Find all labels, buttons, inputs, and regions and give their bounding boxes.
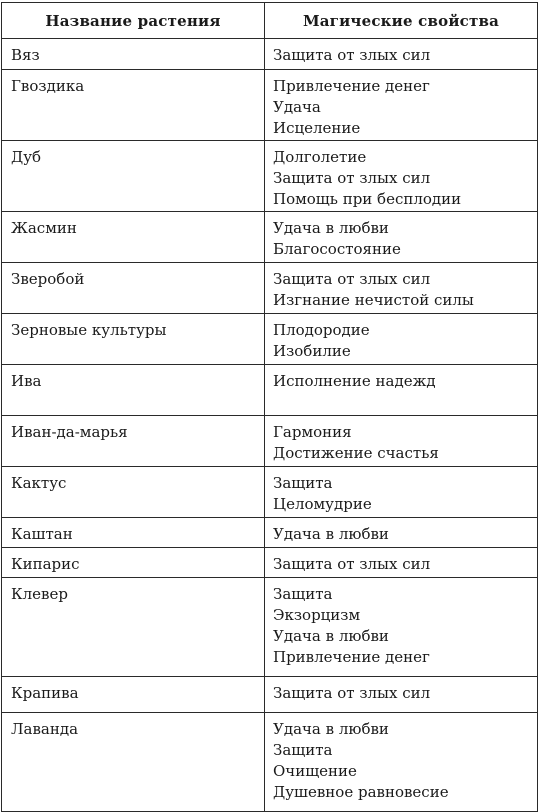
magic-property: Плодородие <box>273 321 370 339</box>
magic-properties-cell <box>265 263 538 314</box>
magic-properties-cell <box>265 212 538 263</box>
table-row <box>2 518 538 548</box>
magic-property: Удача <box>273 98 321 116</box>
plant-name-cell <box>2 314 265 365</box>
magic-properties-cell <box>265 70 538 141</box>
column-header-magic-properties: Магические свойства <box>265 3 538 39</box>
magic-property: Удача в любви <box>273 525 389 543</box>
table-row <box>2 365 538 416</box>
magic-property: Удача в любви <box>273 627 389 645</box>
plant-name-cell <box>2 263 265 314</box>
magic-property: Целомудрие <box>273 495 372 513</box>
table-row <box>2 39 538 70</box>
magic-property: Защита <box>273 474 333 492</box>
table-row <box>2 70 538 141</box>
magic-property: Гармония <box>273 423 352 441</box>
magic-properties-cell <box>265 467 538 518</box>
column-header-plant-name: Название растения <box>2 3 265 39</box>
plant-name-cell <box>2 548 265 578</box>
magic-property: Очищение <box>273 762 357 780</box>
magic-property: Экзорцизм <box>273 606 361 624</box>
magic-property: Защита <box>273 585 333 603</box>
magic-properties-cell <box>265 314 538 365</box>
plant-name-cell <box>2 677 265 713</box>
plant-name-cell <box>2 578 265 677</box>
plant-name: Зверобой <box>11 270 85 288</box>
magic-property: Защита от злых сил <box>273 46 431 64</box>
table-row <box>2 314 538 365</box>
magic-property: Защита от злых сил <box>273 169 431 187</box>
magic-property: Изобилие <box>273 342 351 360</box>
magic-property: Благосостояние <box>273 240 401 258</box>
table-row <box>2 713 538 812</box>
plant-name: Клевер <box>11 585 68 603</box>
magic-property: Исцеление <box>273 119 361 137</box>
table-body <box>2 39 538 812</box>
plant-name-cell <box>2 141 265 212</box>
magic-property: Удача в любви <box>273 219 389 237</box>
plant-name-cell <box>2 518 265 548</box>
table-row <box>2 467 538 518</box>
magic-property: Изгнание нечистой силы <box>273 291 474 309</box>
plant-name: Дуб <box>11 148 42 166</box>
plant-name-cell <box>2 713 265 812</box>
table-row <box>2 263 538 314</box>
plant-name: Гвоздика <box>11 77 85 95</box>
magic-properties-cell <box>265 713 538 812</box>
table-header-row <box>2 3 538 39</box>
table-row <box>2 212 538 263</box>
plants-table <box>1 2 538 812</box>
table-row <box>2 416 538 467</box>
plant-name: Лаванда <box>11 720 79 738</box>
plant-name-cell <box>2 467 265 518</box>
plant-name-cell <box>2 365 265 416</box>
magic-properties-cell <box>265 141 538 212</box>
magic-properties-cell <box>265 518 538 548</box>
magic-property: Привлечение денег <box>273 648 430 666</box>
plant-name-cell <box>2 39 265 70</box>
magic-properties-cell <box>265 548 538 578</box>
magic-property: Помощь при бесплодии <box>273 190 462 208</box>
magic-properties-cell <box>265 365 538 416</box>
magic-property: Исполнение надежд <box>273 372 436 390</box>
table-row <box>2 548 538 578</box>
magic-property: Достижение счастья <box>273 444 439 462</box>
plant-name: Кипарис <box>11 555 80 573</box>
magic-property: Привлечение денег <box>273 77 430 95</box>
plant-name: Иван-да-марья <box>11 423 128 441</box>
plant-name-cell <box>2 70 265 141</box>
magic-properties-cell <box>265 578 538 677</box>
plant-name: Вяз <box>11 46 40 64</box>
table-row <box>2 578 538 677</box>
plant-name: Ива <box>11 372 42 390</box>
plant-name: Каштан <box>11 525 73 543</box>
magic-properties-cell <box>265 416 538 467</box>
magic-property: Душевное равновесие <box>273 783 449 801</box>
plant-name: Зерновые культуры <box>11 321 167 339</box>
magic-properties-cell <box>265 677 538 713</box>
plant-name: Жасмин <box>11 219 77 237</box>
magic-property: Защита <box>273 741 333 759</box>
plant-name-cell <box>2 416 265 467</box>
magic-properties-cell <box>265 39 538 70</box>
magic-property: Удача в любви <box>273 720 389 738</box>
table-row <box>2 141 538 212</box>
magic-property: Защита от злых сил <box>273 684 431 702</box>
plant-name: Кактус <box>11 474 67 492</box>
magic-property: Защита от злых сил <box>273 555 431 573</box>
plant-name: Крапива <box>11 684 79 702</box>
magic-property: Долголетие <box>273 148 367 166</box>
plant-name-cell <box>2 212 265 263</box>
table-row <box>2 677 538 713</box>
magic-property: Защита от злых сил <box>273 270 431 288</box>
